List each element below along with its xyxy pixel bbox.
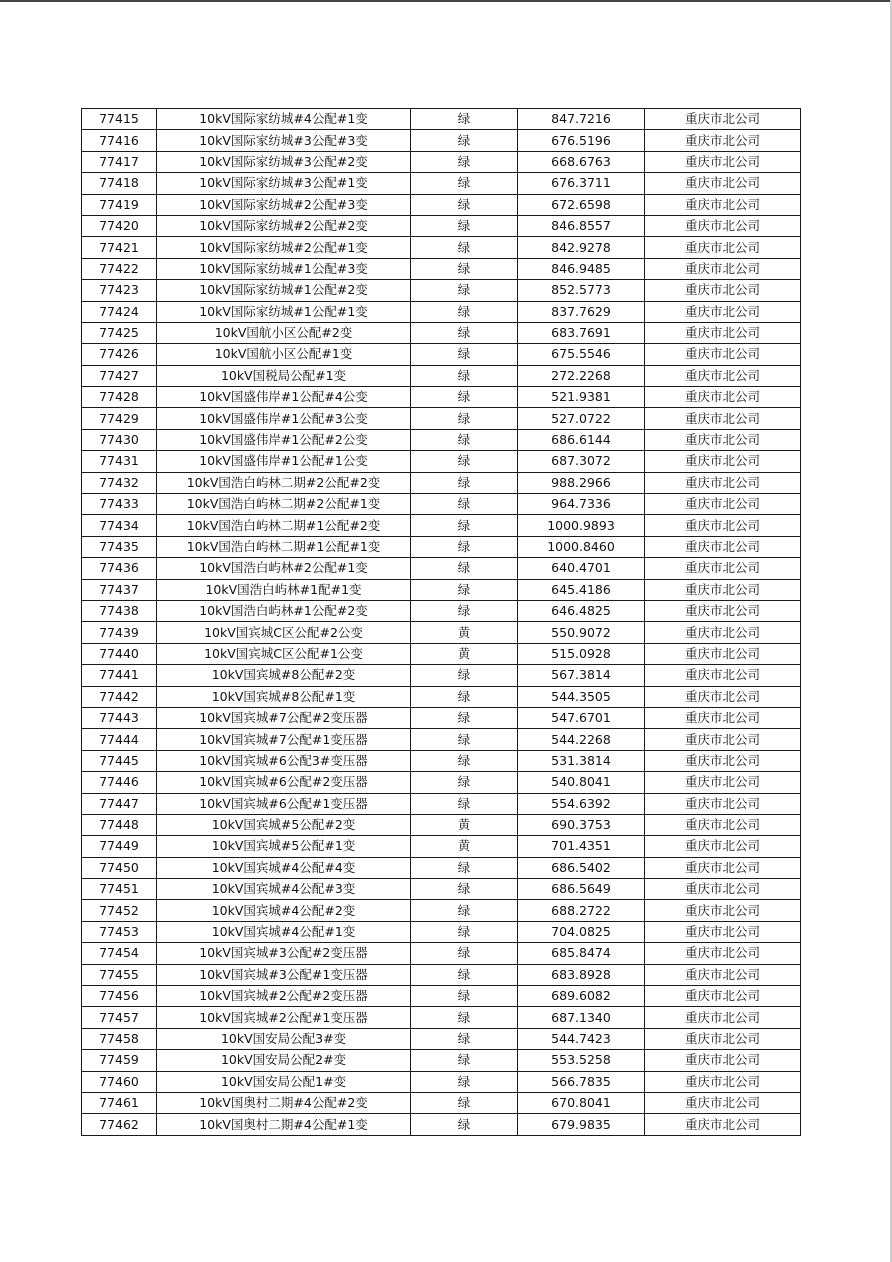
value-cell: 686.5649 (518, 879, 645, 900)
value-cell: 550.9072 (518, 622, 645, 643)
company-cell: 重庆市北公司 (645, 686, 801, 707)
status-color-cell: 黄 (411, 814, 518, 835)
table-row (82, 237, 801, 258)
value-cell: 544.2268 (518, 729, 645, 750)
status-color-cell: 绿 (411, 772, 518, 793)
transformer-name-cell: 10kV国浩白屿林二期#2公配#1变 (157, 494, 411, 515)
value-cell: 1000.8460 (518, 536, 645, 557)
status-color-cell: 绿 (411, 280, 518, 301)
company-cell: 重庆市北公司 (645, 772, 801, 793)
company-cell: 重庆市北公司 (645, 130, 801, 151)
status-color-cell: 绿 (411, 151, 518, 172)
value-cell: 670.8041 (518, 1092, 645, 1113)
company-cell: 重庆市北公司 (645, 344, 801, 365)
company-cell: 重庆市北公司 (645, 429, 801, 450)
transformer-name-cell: 10kV国宾城#6公配#1变压器 (157, 793, 411, 814)
company-cell: 重庆市北公司 (645, 1050, 801, 1071)
value-cell: 554.6392 (518, 793, 645, 814)
company-cell: 重庆市北公司 (645, 665, 801, 686)
table-row (82, 879, 801, 900)
company-cell: 重庆市北公司 (645, 1007, 801, 1028)
table-row (82, 686, 801, 707)
transformer-name-cell: 10kV国宾城#5公配#2变 (157, 814, 411, 835)
company-cell: 重庆市北公司 (645, 921, 801, 942)
transformer-name-cell: 10kV国安局公配2#变 (157, 1050, 411, 1071)
transformer-name-cell: 10kV国浩白屿林#1配#1变 (157, 579, 411, 600)
row-id-cell: 77424 (82, 301, 157, 322)
row-id-cell: 77460 (82, 1071, 157, 1092)
status-color-cell: 绿 (411, 173, 518, 194)
row-id-cell: 77462 (82, 1114, 157, 1135)
table-row (82, 836, 801, 857)
table-row (82, 986, 801, 1007)
value-cell: 846.9485 (518, 258, 645, 279)
company-cell: 重庆市北公司 (645, 536, 801, 557)
row-id-cell: 77426 (82, 344, 157, 365)
status-color-cell: 绿 (411, 879, 518, 900)
value-cell: 645.4186 (518, 579, 645, 600)
value-cell: 846.8557 (518, 215, 645, 236)
row-id-cell: 77434 (82, 515, 157, 536)
table-row (82, 793, 801, 814)
table-row (82, 365, 801, 386)
company-cell: 重庆市北公司 (645, 109, 801, 130)
status-color-cell: 绿 (411, 237, 518, 258)
table-row (82, 1092, 801, 1113)
table-row (82, 750, 801, 771)
status-color-cell: 黄 (411, 622, 518, 643)
status-color-cell: 绿 (411, 344, 518, 365)
table-row (82, 408, 801, 429)
status-color-cell: 绿 (411, 1050, 518, 1071)
value-cell: 521.9381 (518, 387, 645, 408)
company-cell: 重庆市北公司 (645, 408, 801, 429)
row-id-cell: 77442 (82, 686, 157, 707)
status-color-cell: 绿 (411, 1028, 518, 1049)
status-color-cell: 绿 (411, 472, 518, 493)
row-id-cell: 77447 (82, 793, 157, 814)
company-cell: 重庆市北公司 (645, 194, 801, 215)
row-id-cell: 77459 (82, 1050, 157, 1071)
company-cell: 重庆市北公司 (645, 600, 801, 621)
value-cell: 272.2268 (518, 365, 645, 386)
row-id-cell: 77429 (82, 408, 157, 429)
transformer-name-cell: 10kV国浩白屿林二期#1公配#2变 (157, 515, 411, 536)
status-color-cell: 绿 (411, 301, 518, 322)
status-color-cell: 绿 (411, 215, 518, 236)
row-id-cell: 77417 (82, 151, 157, 172)
value-cell: 675.5546 (518, 344, 645, 365)
company-cell: 重庆市北公司 (645, 1028, 801, 1049)
value-cell: 686.6144 (518, 429, 645, 450)
transformer-name-cell: 10kV国宾城#6公配3#变压器 (157, 750, 411, 771)
row-id-cell: 77450 (82, 857, 157, 878)
transformer-name-cell: 10kV国宾城C区公配#1公变 (157, 643, 411, 664)
value-cell: 964.7336 (518, 494, 645, 515)
row-id-cell: 77451 (82, 879, 157, 900)
row-id-cell: 77449 (82, 836, 157, 857)
row-id-cell: 77427 (82, 365, 157, 386)
company-cell: 重庆市北公司 (645, 1071, 801, 1092)
status-color-cell: 绿 (411, 130, 518, 151)
company-cell: 重庆市北公司 (645, 515, 801, 536)
row-id-cell: 77415 (82, 109, 157, 130)
row-id-cell: 77454 (82, 943, 157, 964)
row-id-cell: 77420 (82, 215, 157, 236)
status-color-cell: 绿 (411, 494, 518, 515)
status-color-cell: 绿 (411, 729, 518, 750)
row-id-cell: 77457 (82, 1007, 157, 1028)
transformer-name-cell: 10kV国安局公配1#变 (157, 1071, 411, 1092)
table-row (82, 622, 801, 643)
transformer-name-cell: 10kV国际家纺城#3公配#2变 (157, 151, 411, 172)
value-cell: 837.7629 (518, 301, 645, 322)
company-cell: 重庆市北公司 (645, 836, 801, 857)
status-color-cell: 绿 (411, 365, 518, 386)
row-id-cell: 77445 (82, 750, 157, 771)
row-id-cell: 77443 (82, 707, 157, 728)
table-row (82, 344, 801, 365)
value-cell: 527.0722 (518, 408, 645, 429)
table-row (82, 258, 801, 279)
company-cell: 重庆市北公司 (645, 622, 801, 643)
company-cell: 重庆市北公司 (645, 943, 801, 964)
value-cell: 531.3814 (518, 750, 645, 771)
status-color-cell: 绿 (411, 1114, 518, 1135)
status-color-cell: 绿 (411, 322, 518, 343)
status-color-cell: 绿 (411, 750, 518, 771)
company-cell: 重庆市北公司 (645, 879, 801, 900)
company-cell: 重庆市北公司 (645, 814, 801, 835)
company-cell: 重庆市北公司 (645, 365, 801, 386)
table-row (82, 280, 801, 301)
table-row (82, 173, 801, 194)
status-color-cell: 绿 (411, 515, 518, 536)
row-id-cell: 77425 (82, 322, 157, 343)
table-row (82, 536, 801, 557)
status-color-cell: 绿 (411, 600, 518, 621)
table-row (82, 387, 801, 408)
value-cell: 988.2966 (518, 472, 645, 493)
transformer-name-cell: 10kV国宾城#2公配#1变压器 (157, 1007, 411, 1028)
table-row (82, 130, 801, 151)
transformer-name-cell: 10kV国宾城#8公配#2变 (157, 665, 411, 686)
status-color-cell: 绿 (411, 921, 518, 942)
company-cell: 重庆市北公司 (645, 280, 801, 301)
status-color-cell: 绿 (411, 408, 518, 429)
status-color-cell: 绿 (411, 1071, 518, 1092)
value-cell: 690.3753 (518, 814, 645, 835)
value-cell: 704.0825 (518, 921, 645, 942)
value-cell: 544.3505 (518, 686, 645, 707)
value-cell: 544.7423 (518, 1028, 645, 1049)
row-id-cell: 77419 (82, 194, 157, 215)
status-color-cell: 绿 (411, 686, 518, 707)
row-id-cell: 77423 (82, 280, 157, 301)
value-cell: 672.6598 (518, 194, 645, 215)
transformer-name-cell: 10kV国际家纺城#2公配#1变 (157, 237, 411, 258)
value-cell: 847.7216 (518, 109, 645, 130)
status-color-cell: 绿 (411, 707, 518, 728)
company-cell: 重庆市北公司 (645, 707, 801, 728)
transformer-name-cell: 10kV国宾城#3公配#1变压器 (157, 964, 411, 985)
value-cell: 567.3814 (518, 665, 645, 686)
row-id-cell: 77444 (82, 729, 157, 750)
company-cell: 重庆市北公司 (645, 558, 801, 579)
row-id-cell: 77416 (82, 130, 157, 151)
value-cell: 646.4825 (518, 600, 645, 621)
transformer-name-cell: 10kV国浩白屿林二期#2公配#2变 (157, 472, 411, 493)
transformer-name-cell: 10kV国宾城#4公配#3变 (157, 879, 411, 900)
status-color-cell: 绿 (411, 900, 518, 921)
value-cell: 1000.9893 (518, 515, 645, 536)
value-cell: 676.3711 (518, 173, 645, 194)
row-id-cell: 77440 (82, 643, 157, 664)
company-cell: 重庆市北公司 (645, 215, 801, 236)
value-cell: 842.9278 (518, 237, 645, 258)
company-cell: 重庆市北公司 (645, 173, 801, 194)
table-row (82, 964, 801, 985)
company-cell: 重庆市北公司 (645, 750, 801, 771)
value-cell: 566.7835 (518, 1071, 645, 1092)
table-row (82, 494, 801, 515)
table-row (82, 600, 801, 621)
transformer-name-cell: 10kV国航小区公配#2变 (157, 322, 411, 343)
transformer-name-cell: 10kV国税局公配#1变 (157, 365, 411, 386)
company-cell: 重庆市北公司 (645, 301, 801, 322)
table-row (82, 429, 801, 450)
transformer-name-cell: 10kV国宾城#6公配#2变压器 (157, 772, 411, 793)
company-cell: 重庆市北公司 (645, 494, 801, 515)
table-row (82, 1071, 801, 1092)
company-cell: 重庆市北公司 (645, 1114, 801, 1135)
table-row (82, 558, 801, 579)
table-row (82, 772, 801, 793)
status-color-cell: 绿 (411, 558, 518, 579)
value-cell: 668.6763 (518, 151, 645, 172)
company-cell: 重庆市北公司 (645, 579, 801, 600)
company-cell: 重庆市北公司 (645, 1092, 801, 1113)
company-cell: 重庆市北公司 (645, 258, 801, 279)
company-cell: 重庆市北公司 (645, 964, 801, 985)
transformer-name-cell: 10kV国宾城#7公配#1变压器 (157, 729, 411, 750)
table-row (82, 1114, 801, 1135)
table-row (82, 921, 801, 942)
table-row (82, 900, 801, 921)
transformer-name-cell: 10kV国浩白屿林#1公配#2变 (157, 600, 411, 621)
transformer-name-cell: 10kV国宾城#5公配#1变 (157, 836, 411, 857)
transformer-name-cell: 10kV国际家纺城#4公配#1变 (157, 109, 411, 130)
table-row (82, 109, 801, 130)
table-row (82, 1028, 801, 1049)
row-id-cell: 77437 (82, 579, 157, 600)
row-id-cell: 77448 (82, 814, 157, 835)
table-row (82, 515, 801, 536)
company-cell: 重庆市北公司 (645, 151, 801, 172)
table-row (82, 943, 801, 964)
transformer-name-cell: 10kV国宾城#4公配#2变 (157, 900, 411, 921)
value-cell: 689.6082 (518, 986, 645, 1007)
row-id-cell: 77421 (82, 237, 157, 258)
row-id-cell: 77441 (82, 665, 157, 686)
transformer-name-cell: 10kV国宾城#4公配#4变 (157, 857, 411, 878)
status-color-cell: 绿 (411, 793, 518, 814)
status-color-cell: 绿 (411, 451, 518, 472)
transformer-name-cell: 10kV国宾城#7公配#2变压器 (157, 707, 411, 728)
company-cell: 重庆市北公司 (645, 793, 801, 814)
transformer-name-cell: 10kV国盛伟岸#1公配#2公变 (157, 429, 411, 450)
transformer-name-cell: 10kV国安局公配3#变 (157, 1028, 411, 1049)
table-row (82, 151, 801, 172)
status-color-cell: 绿 (411, 579, 518, 600)
row-id-cell: 77435 (82, 536, 157, 557)
table-row (82, 814, 801, 835)
page-top-border (0, 0, 892, 2)
company-cell: 重庆市北公司 (645, 237, 801, 258)
value-cell: 683.7691 (518, 322, 645, 343)
transformer-name-cell: 10kV国宾城#8公配#1变 (157, 686, 411, 707)
company-cell: 重庆市北公司 (645, 387, 801, 408)
table-row (82, 665, 801, 686)
row-id-cell: 77455 (82, 964, 157, 985)
table-body (82, 109, 801, 1136)
transformer-name-cell: 10kV国宾城#3公配#2变压器 (157, 943, 411, 964)
row-id-cell: 77431 (82, 451, 157, 472)
value-cell: 540.8041 (518, 772, 645, 793)
row-id-cell: 77430 (82, 429, 157, 450)
table-row (82, 451, 801, 472)
value-cell: 676.5196 (518, 130, 645, 151)
table-row (82, 1007, 801, 1028)
value-cell: 640.4701 (518, 558, 645, 579)
value-cell: 686.5402 (518, 857, 645, 878)
table-row (82, 857, 801, 878)
table-row (82, 322, 801, 343)
company-cell: 重庆市北公司 (645, 986, 801, 1007)
status-color-cell: 绿 (411, 429, 518, 450)
value-cell: 688.2722 (518, 900, 645, 921)
value-cell: 683.8928 (518, 964, 645, 985)
value-cell: 687.3072 (518, 451, 645, 472)
company-cell: 重庆市北公司 (645, 472, 801, 493)
value-cell: 547.6701 (518, 707, 645, 728)
value-cell: 687.1340 (518, 1007, 645, 1028)
transformer-name-cell: 10kV国宾城C区公配#2公变 (157, 622, 411, 643)
status-color-cell: 绿 (411, 1092, 518, 1113)
company-cell: 重庆市北公司 (645, 451, 801, 472)
row-id-cell: 77433 (82, 494, 157, 515)
status-color-cell: 黄 (411, 836, 518, 857)
value-cell: 685.8474 (518, 943, 645, 964)
table-row (82, 579, 801, 600)
row-id-cell: 77428 (82, 387, 157, 408)
status-color-cell: 黄 (411, 643, 518, 664)
row-id-cell: 77446 (82, 772, 157, 793)
status-color-cell: 绿 (411, 964, 518, 985)
row-id-cell: 77456 (82, 986, 157, 1007)
row-id-cell: 77461 (82, 1092, 157, 1113)
value-cell: 852.5773 (518, 280, 645, 301)
table-row (82, 301, 801, 322)
row-id-cell: 77452 (82, 900, 157, 921)
transformer-name-cell: 10kV国际家纺城#1公配#3变 (157, 258, 411, 279)
row-id-cell: 77422 (82, 258, 157, 279)
transformer-name-cell: 10kV国奥村二期#4公配#1变 (157, 1114, 411, 1135)
transformer-table (81, 108, 801, 1136)
transformer-name-cell: 10kV国宾城#2公配#2变压器 (157, 986, 411, 1007)
row-id-cell: 77418 (82, 173, 157, 194)
status-color-cell: 绿 (411, 387, 518, 408)
status-color-cell: 绿 (411, 258, 518, 279)
company-cell: 重庆市北公司 (645, 643, 801, 664)
status-color-cell: 绿 (411, 665, 518, 686)
transformer-name-cell: 10kV国际家纺城#1公配#2变 (157, 280, 411, 301)
row-id-cell: 77458 (82, 1028, 157, 1049)
transformer-name-cell: 10kV国际家纺城#2公配#2变 (157, 215, 411, 236)
value-cell: 515.0928 (518, 643, 645, 664)
status-color-cell: 绿 (411, 857, 518, 878)
table-row (82, 643, 801, 664)
company-cell: 重庆市北公司 (645, 729, 801, 750)
status-color-cell: 绿 (411, 986, 518, 1007)
transformer-name-cell: 10kV国际家纺城#3公配#1变 (157, 173, 411, 194)
transformer-name-cell: 10kV国盛伟岸#1公配#4公变 (157, 387, 411, 408)
row-id-cell: 77438 (82, 600, 157, 621)
status-color-cell: 绿 (411, 536, 518, 557)
table-row (82, 729, 801, 750)
row-id-cell: 77436 (82, 558, 157, 579)
transformer-name-cell: 10kV国盛伟岸#1公配#3公变 (157, 408, 411, 429)
transformer-name-cell: 10kV国宾城#4公配#1变 (157, 921, 411, 942)
status-color-cell: 绿 (411, 1007, 518, 1028)
table-row (82, 215, 801, 236)
table-row (82, 1050, 801, 1071)
status-color-cell: 绿 (411, 109, 518, 130)
transformer-name-cell: 10kV国浩白屿林#2公配#1变 (157, 558, 411, 579)
transformer-name-cell: 10kV国奥村二期#4公配#2变 (157, 1092, 411, 1113)
transformer-name-cell: 10kV国际家纺城#3公配#3变 (157, 130, 411, 151)
value-cell: 553.5258 (518, 1050, 645, 1071)
transformer-name-cell: 10kV国际家纺城#1公配#1变 (157, 301, 411, 322)
row-id-cell: 77453 (82, 921, 157, 942)
transformer-name-cell: 10kV国浩白屿林二期#1公配#1变 (157, 536, 411, 557)
transformer-name-cell: 10kV国航小区公配#1变 (157, 344, 411, 365)
table-row (82, 194, 801, 215)
table-row (82, 472, 801, 493)
transformer-name-cell: 10kV国际家纺城#2公配#3变 (157, 194, 411, 215)
status-color-cell: 绿 (411, 943, 518, 964)
transformer-name-cell: 10kV国盛伟岸#1公配#1公变 (157, 451, 411, 472)
table-row (82, 707, 801, 728)
row-id-cell: 77432 (82, 472, 157, 493)
value-cell: 679.9835 (518, 1114, 645, 1135)
value-cell: 701.4351 (518, 836, 645, 857)
row-id-cell: 77439 (82, 622, 157, 643)
company-cell: 重庆市北公司 (645, 857, 801, 878)
company-cell: 重庆市北公司 (645, 322, 801, 343)
status-color-cell: 绿 (411, 194, 518, 215)
company-cell: 重庆市北公司 (645, 900, 801, 921)
